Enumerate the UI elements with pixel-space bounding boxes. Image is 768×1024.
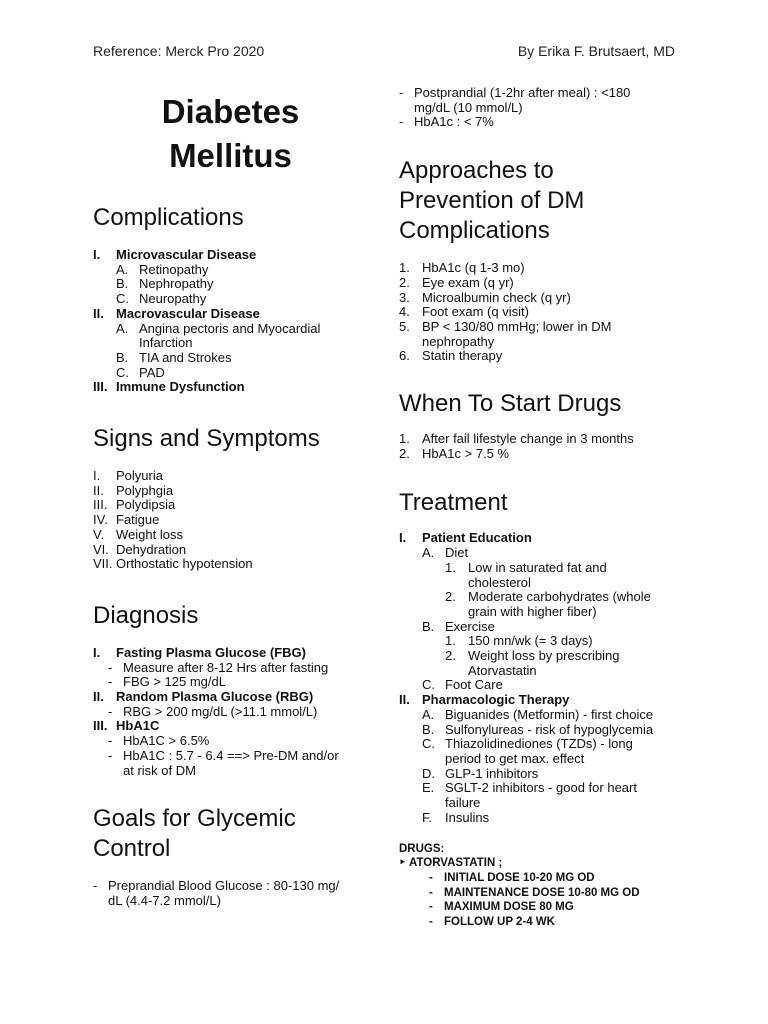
list-item: - FBG > 125 mg/dL (108, 674, 226, 690)
signs-heading: Signs and Symptoms (93, 425, 320, 453)
list-item: C. Foot Care (422, 677, 503, 693)
list-item: I. Polyuria (93, 468, 163, 484)
list-item: A. Angina pectoris and Myocardial Infarction (116, 320, 321, 351)
list-item: II. Polyphgia (93, 482, 174, 498)
start-drugs-list (399, 432, 689, 461)
goals-heading: Goals for Glycemic Control (93, 805, 296, 863)
list-item: II. Macrovascular Disease (93, 305, 260, 321)
list-item: I. Microvascular Disease (93, 247, 257, 262)
list-item: E. SGLT-2 inhibitors - good for heart failure (422, 780, 637, 811)
list-item: I. Patient Education (399, 530, 532, 546)
goals-list-part1 (93, 879, 368, 908)
diagnosis-heading: Diagnosis (93, 601, 199, 629)
signs-list (93, 469, 368, 572)
bullet-icon: ‣ (399, 857, 406, 870)
list-item: 1. After fail lifestyle change in 3 months (399, 431, 634, 447)
list-item: III. Immune Dysfunction (93, 379, 245, 395)
list-item: - Measure after 8-12 Hrs after fasting (108, 659, 329, 675)
header-author: By Erika F. Brutsaert, MD (517, 43, 675, 59)
list-item: II. Random Plasma Glucose (RBG) (93, 689, 314, 705)
list-item: B. TIA and Strokes (116, 349, 232, 365)
list-item: 2. Weight loss by prescribing Atorvastatin (445, 648, 620, 678)
list-item: - MAINTENANCE DOSE 10-80 MG OD (429, 886, 640, 899)
list-item: A. Diet (422, 545, 469, 561)
goals-list-part2 (399, 86, 689, 130)
drug-details-list (399, 871, 689, 930)
treatment-heading: Treatment (399, 489, 508, 517)
list-item: 3. Microalbumin check (q yr) (399, 289, 571, 305)
treatment-list (399, 531, 689, 825)
complications-heading: Complications (93, 204, 244, 231)
drug-name: ‣ ATORVASTATIN ; (399, 857, 503, 870)
list-item: - Postprandial (1-2hr after meal) : <180 mg/dL (10 mmol/L) (399, 85, 631, 115)
list-item: - HbA1C > 6.5% (108, 733, 210, 749)
list-item: - INITIAL DOSE 10-20 MG OD (429, 871, 595, 884)
list-item: - Preprandial Blood Glucose : 80-130 mg/ dL (4.4-7.2 mmol/L) (93, 878, 340, 908)
list-item: I. Fasting Plasma Glucose (FBG) (93, 644, 306, 660)
list-item: V. Weight loss (93, 526, 183, 542)
list-item: - MAXIMUM DOSE 80 MG (429, 901, 574, 914)
list-item: - RBG > 200 mg/dL (>11.1 mmol/L) (108, 703, 318, 719)
list-item: II. Pharmacologic Therapy (399, 692, 570, 708)
list-item: A. Retinopathy (116, 261, 209, 277)
list-item: C. Neuropathy (116, 291, 207, 307)
list-item: - HbA1c : < 7% (399, 114, 494, 130)
list-item: - HbA1C : 5.7 - 6.4 ==> Pre-DM and/or at risk of DM (108, 747, 339, 778)
diagnosis-list (93, 646, 368, 778)
list-item: F. Insulins (422, 809, 490, 825)
start-drugs-heading: When To Start Drugs (399, 390, 622, 418)
list-item: III. HbA1C (93, 718, 160, 734)
list-item: VII. Orthostatic hypotension (93, 556, 253, 572)
page-title: Diabetes Mellitus (161, 93, 300, 174)
right-column (399, 86, 689, 930)
left-column (93, 90, 368, 909)
list-item: C. Thiazolidinediones (TZDs) - long period to get max. effect (422, 736, 633, 766)
list-item: B. Exercise (422, 618, 495, 634)
list-item: 5. BP < 130/80 mmHg; lower in DM nephropathy (399, 318, 612, 349)
list-item: 2. HbA1c > 7.5 % (399, 445, 510, 461)
list-item: A. Biguanides (Metformin) - first choice (422, 706, 654, 722)
list-item: 1. HbA1c (q 1-3 mo) (399, 260, 525, 276)
list-item: III. Polydipsia (93, 497, 176, 513)
drugs-heading: DRUGS: (399, 842, 445, 855)
header-reference: Reference: Merck Pro 2020 (93, 43, 265, 59)
list-item: 1. Low in saturated fat and cholesterol (445, 559, 607, 590)
prevention-list (399, 261, 689, 364)
list-item: D. GLP-1 inhibitors (422, 765, 539, 781)
list-item: C. PAD (116, 364, 165, 380)
list-item: VI. Dehydration (93, 541, 187, 557)
complications-list (93, 248, 368, 395)
list-item: B. Sulfonylureas - risk of hypoglycemia (422, 721, 654, 737)
list-item: 6. Statin therapy (399, 348, 503, 364)
list-item: B. Nephropathy (116, 276, 214, 292)
list-item: - FOLLOW UP 2-4 WK (429, 916, 555, 929)
list-item: 1. 150 mn/wk (= 3 days) (445, 633, 593, 649)
list-item: 2. Eye exam (q yr) (399, 274, 514, 290)
prevention-heading: Approaches to Prevention of DM Complications (399, 157, 585, 245)
list-item: IV. Fatigue (93, 512, 160, 528)
list-item: 2. Moderate carbohydrates (whole grain with higher fiber) (445, 589, 651, 619)
list-item: 4. Foot exam (q visit) (399, 304, 529, 320)
